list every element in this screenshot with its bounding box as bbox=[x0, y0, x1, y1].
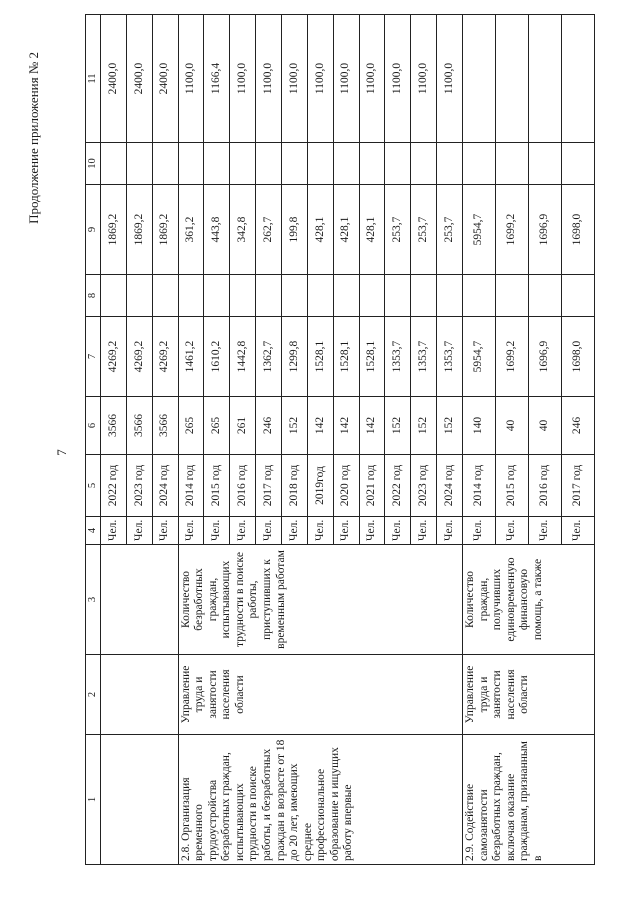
table-body bbox=[101, 15, 595, 865]
regional-cell: 428,1 bbox=[307, 185, 333, 275]
c8-cell bbox=[178, 275, 204, 317]
column-number: 7 bbox=[86, 317, 101, 397]
total-cell: 1528,1 bbox=[359, 317, 385, 397]
persons-cell: 40 bbox=[495, 397, 528, 455]
c10-cell bbox=[359, 143, 385, 185]
federal-cell bbox=[528, 15, 561, 143]
unit-cell: Чел. bbox=[282, 517, 308, 545]
c10-cell bbox=[282, 143, 308, 185]
unit-cell: Чел. bbox=[385, 517, 411, 545]
federal-cell: 1100,0 bbox=[256, 15, 282, 143]
federal-cell: 1100,0 bbox=[230, 15, 256, 143]
section-2-9-indicator-cell: Количество граждан, получивших единовременную финансовую помощь, а также bbox=[463, 545, 595, 655]
unit-cell: Чел. bbox=[152, 517, 178, 545]
total-cell: 4269,2 bbox=[126, 317, 152, 397]
c8-cell bbox=[411, 275, 437, 317]
c8-cell bbox=[463, 275, 496, 317]
column-number: 4 bbox=[86, 517, 101, 545]
c10-cell bbox=[495, 143, 528, 185]
federal-cell: 1100,0 bbox=[333, 15, 359, 143]
regional-cell: 253,7 bbox=[411, 185, 437, 275]
c8-cell bbox=[152, 275, 178, 317]
persons-cell: 3566 bbox=[101, 397, 127, 455]
column-number: 3 bbox=[86, 545, 101, 655]
total-cell: 1696,9 bbox=[528, 317, 561, 397]
unit-cell: Чел. bbox=[178, 517, 204, 545]
continued-measure-cell bbox=[101, 735, 179, 865]
total-cell: 1528,1 bbox=[307, 317, 333, 397]
c10-cell bbox=[385, 143, 411, 185]
year-cell: 2024 год bbox=[437, 455, 463, 517]
regional-cell: 428,1 bbox=[359, 185, 385, 275]
federal-cell bbox=[495, 15, 528, 143]
c8-cell bbox=[495, 275, 528, 317]
federal-cell: 2400,0 bbox=[101, 15, 127, 143]
regional-cell: 199,8 bbox=[282, 185, 308, 275]
continued-executor-cell bbox=[101, 655, 179, 735]
total-cell: 4269,2 bbox=[101, 317, 127, 397]
persons-cell: 246 bbox=[561, 397, 594, 455]
c10-cell bbox=[333, 143, 359, 185]
appendix-continuation-note: Продолжение приложения № 2 bbox=[26, 52, 41, 224]
persons-cell: 152 bbox=[282, 397, 308, 455]
total-cell: 1353,7 bbox=[385, 317, 411, 397]
unit-cell: Чел. bbox=[230, 517, 256, 545]
regional-cell: 5954,7 bbox=[463, 185, 496, 275]
federal-cell: 2400,0 bbox=[152, 15, 178, 143]
unit-cell: Чел. bbox=[359, 517, 385, 545]
persons-cell: 152 bbox=[411, 397, 437, 455]
c10-cell bbox=[561, 143, 594, 185]
persons-cell: 265 bbox=[178, 397, 204, 455]
total-cell: 4269,2 bbox=[152, 317, 178, 397]
total-cell: 5954,7 bbox=[463, 317, 496, 397]
year-cell: 2014 год bbox=[178, 455, 204, 517]
total-cell: 1353,7 bbox=[437, 317, 463, 397]
year-cell: 2016 год bbox=[230, 455, 256, 517]
regional-cell: 1698,0 bbox=[561, 185, 594, 275]
federal-cell: 1166,4 bbox=[204, 15, 230, 143]
federal-cell bbox=[463, 15, 496, 143]
year-cell: 2021 год bbox=[359, 455, 385, 517]
unit-cell: Чел. bbox=[101, 517, 127, 545]
regional-cell: 428,1 bbox=[333, 185, 359, 275]
federal-cell: 2400,0 bbox=[126, 15, 152, 143]
c10-cell bbox=[463, 143, 496, 185]
federal-cell: 1100,0 bbox=[307, 15, 333, 143]
table-row bbox=[463, 15, 496, 865]
total-cell: 1353,7 bbox=[411, 317, 437, 397]
regional-cell: 253,7 bbox=[437, 185, 463, 275]
unit-cell: Чел. bbox=[126, 517, 152, 545]
column-number: 9 bbox=[86, 185, 101, 275]
year-cell: 2014 год bbox=[463, 455, 496, 517]
year-cell: 2022 год bbox=[101, 455, 127, 517]
persons-cell: 142 bbox=[307, 397, 333, 455]
unit-cell: Чел. bbox=[561, 517, 594, 545]
c8-cell bbox=[204, 275, 230, 317]
continued-indicator-cell bbox=[101, 545, 179, 655]
year-cell: 2016 год bbox=[528, 455, 561, 517]
unit-cell: Чел. bbox=[307, 517, 333, 545]
regional-cell: 342,8 bbox=[230, 185, 256, 275]
federal-cell: 1100,0 bbox=[282, 15, 308, 143]
c10-cell bbox=[528, 143, 561, 185]
c8-cell bbox=[230, 275, 256, 317]
page-number: 7 bbox=[54, 449, 69, 456]
table-row bbox=[178, 15, 204, 865]
c10-cell bbox=[152, 143, 178, 185]
persons-cell: 3566 bbox=[152, 397, 178, 455]
total-cell: 1698,0 bbox=[561, 317, 594, 397]
c8-cell bbox=[359, 275, 385, 317]
total-cell: 1442,8 bbox=[230, 317, 256, 397]
federal-cell bbox=[561, 15, 594, 143]
regional-cell: 1869,2 bbox=[126, 185, 152, 275]
federal-cell: 1100,0 bbox=[437, 15, 463, 143]
persons-cell: 3566 bbox=[126, 397, 152, 455]
total-cell: 1299,8 bbox=[282, 317, 308, 397]
c8-cell bbox=[561, 275, 594, 317]
persons-cell: 261 bbox=[230, 397, 256, 455]
section-2-9-measure-cell: 2.9. Содействие самозанятости безработных граждан, включая оказание гражданам, признанным в bbox=[463, 735, 595, 865]
unit-cell: Чел. bbox=[411, 517, 437, 545]
regional-cell: 361,2 bbox=[178, 185, 204, 275]
regional-cell: 1869,2 bbox=[152, 185, 178, 275]
column-number-row bbox=[86, 15, 101, 865]
year-cell: 2020 год bbox=[333, 455, 359, 517]
year-cell: 2024 год bbox=[152, 455, 178, 517]
c8-cell bbox=[528, 275, 561, 317]
persons-cell: 142 bbox=[333, 397, 359, 455]
c8-cell bbox=[385, 275, 411, 317]
total-cell: 1362,7 bbox=[256, 317, 282, 397]
year-cell: 2023 год bbox=[126, 455, 152, 517]
column-number: 8 bbox=[86, 275, 101, 317]
table-row bbox=[101, 15, 127, 865]
c8-cell bbox=[307, 275, 333, 317]
regional-cell: 1869,2 bbox=[101, 185, 127, 275]
c8-cell bbox=[282, 275, 308, 317]
year-cell: 2017 год bbox=[561, 455, 594, 517]
c8-cell bbox=[126, 275, 152, 317]
persons-cell: 152 bbox=[437, 397, 463, 455]
year-cell: 2023 год bbox=[411, 455, 437, 517]
year-cell: 2022 год bbox=[385, 455, 411, 517]
regional-cell: 1696,9 bbox=[528, 185, 561, 275]
unit-cell: Чел. bbox=[437, 517, 463, 545]
section-2-8-executor-cell: Управление труда и занятости населения области bbox=[178, 655, 462, 735]
c10-cell bbox=[256, 143, 282, 185]
year-cell: 2015 год bbox=[495, 455, 528, 517]
persons-cell: 142 bbox=[359, 397, 385, 455]
c10-cell bbox=[126, 143, 152, 185]
column-number: 1 bbox=[86, 735, 101, 865]
unit-cell: Чел. bbox=[528, 517, 561, 545]
unit-cell: Чел. bbox=[333, 517, 359, 545]
federal-cell: 1100,0 bbox=[359, 15, 385, 143]
federal-cell: 1100,0 bbox=[385, 15, 411, 143]
section-2-8-measure-cell: 2.8. Организация временного трудоустройства безработных граждан, испытывающих трудности в поиске работы, и безработных граждан в возрасте от 18 до 20 лет, имеющих среднее профессиональное образование и ищущих работу впервые bbox=[178, 735, 462, 865]
c8-cell bbox=[101, 275, 127, 317]
regional-cell: 1699,2 bbox=[495, 185, 528, 275]
regional-cell: 253,7 bbox=[385, 185, 411, 275]
c10-cell bbox=[101, 143, 127, 185]
total-cell: 1528,1 bbox=[333, 317, 359, 397]
year-cell: 2015 год bbox=[204, 455, 230, 517]
persons-cell: 265 bbox=[204, 397, 230, 455]
c10-cell bbox=[307, 143, 333, 185]
year-cell: 2017 год bbox=[256, 455, 282, 517]
section-2-8-indicator-cell: Количество безработных граждан, испытывающих трудности в поиске работы, приступивших к временным работам bbox=[178, 545, 462, 655]
persons-cell: 40 bbox=[528, 397, 561, 455]
column-number: 11 bbox=[86, 15, 101, 143]
total-cell: 1610,2 bbox=[204, 317, 230, 397]
c8-cell bbox=[256, 275, 282, 317]
budget-table bbox=[85, 14, 595, 865]
federal-cell: 1100,0 bbox=[411, 15, 437, 143]
total-cell: 1461,2 bbox=[178, 317, 204, 397]
c10-cell bbox=[437, 143, 463, 185]
regional-cell: 443,8 bbox=[204, 185, 230, 275]
regional-cell: 262,7 bbox=[256, 185, 282, 275]
unit-cell: Чел. bbox=[463, 517, 496, 545]
total-cell: 1699,2 bbox=[495, 317, 528, 397]
c10-cell bbox=[204, 143, 230, 185]
c8-cell bbox=[333, 275, 359, 317]
c10-cell bbox=[230, 143, 256, 185]
column-number: 2 bbox=[86, 655, 101, 735]
section-2-9-executor-cell: Управление труда и занятости населения области bbox=[463, 655, 595, 735]
year-cell: 2019год bbox=[307, 455, 333, 517]
persons-cell: 246 bbox=[256, 397, 282, 455]
persons-cell: 152 bbox=[385, 397, 411, 455]
column-number: 5 bbox=[86, 455, 101, 517]
column-number: 6 bbox=[86, 397, 101, 455]
unit-cell: Чел. bbox=[204, 517, 230, 545]
c10-cell bbox=[178, 143, 204, 185]
column-number: 10 bbox=[86, 143, 101, 185]
persons-cell: 140 bbox=[463, 397, 496, 455]
year-cell: 2018 год bbox=[282, 455, 308, 517]
federal-cell: 1100,0 bbox=[178, 15, 204, 143]
c10-cell bbox=[411, 143, 437, 185]
unit-cell: Чел. bbox=[256, 517, 282, 545]
c8-cell bbox=[437, 275, 463, 317]
unit-cell: Чел. bbox=[495, 517, 528, 545]
